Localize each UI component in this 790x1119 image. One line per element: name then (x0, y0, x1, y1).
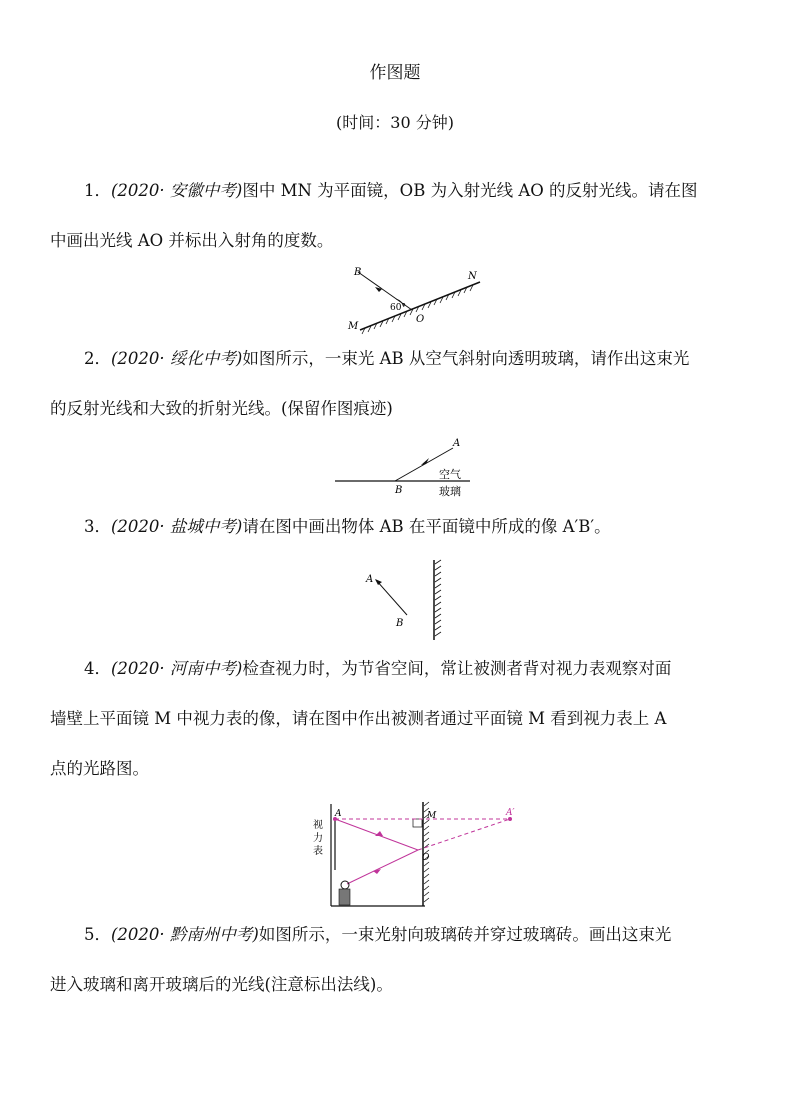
question-text: 进入玻璃和离开玻璃后的光线(注意标出法线)。 (50, 975, 393, 994)
question-text: 的反射光线和大致的折射光线。(保留作图痕迹) (50, 399, 393, 418)
question-number: 5． (84, 925, 111, 944)
page-subtitle: (时间：30 分钟) (336, 113, 454, 132)
label-B: B (396, 618, 404, 629)
question-number: 2． (84, 349, 111, 368)
question-source: (2020· 安徽中考) (111, 181, 243, 200)
label-A: A (366, 574, 374, 585)
label-M: M (348, 321, 359, 332)
question-4 (50, 644, 750, 794)
question-number: 1． (84, 181, 111, 200)
question-text: 中画出光线 AO 并标出入射角的度数。 (50, 231, 334, 250)
question-5 (50, 910, 750, 1010)
label-A: A (335, 809, 342, 819)
question-text: 墙壁上平面镜 M 中视力表的像，请在图中作出被测者通过平面镜 M 看到视力表上 A (50, 709, 667, 728)
question-number: 4． (84, 659, 111, 678)
figure-2-air-glass (335, 436, 475, 500)
question-text: 请在图中画出物体 AB 在平面镜中所成的像 A′B′。 (242, 517, 611, 536)
chart-label-char: 视 (313, 820, 323, 831)
question-text: 图中 MN 为平面镜，OB 为入射光线 AO 的反射光线。请在图 (242, 181, 698, 200)
figure-3-mirror-object (362, 558, 452, 642)
question-1 (50, 166, 750, 266)
question-source: (2020· 盐城中考) (111, 517, 243, 536)
question-3 (50, 502, 750, 552)
label-N: N (468, 271, 477, 282)
figure-4-eye-chart (305, 798, 530, 910)
chart-label-char: 力 (313, 833, 323, 844)
label-B: B (354, 267, 362, 278)
question-number: 3． (84, 517, 111, 536)
chart-label-char: 表 (313, 846, 323, 857)
question-text: 检查视力时，为节省空间，常让被测者背对视力表观察对面 (242, 659, 672, 678)
label-O: O (416, 314, 425, 325)
question-source: (2020· 绥化中考) (111, 349, 243, 368)
page-title: 作图题 (369, 63, 421, 83)
question-source: (2020· 黔南州中考) (111, 925, 259, 944)
label-M: M (427, 811, 437, 821)
label-A: A (453, 438, 461, 449)
question-2 (50, 334, 750, 434)
angle-label: 60° (390, 303, 406, 313)
question-text: 如图所示，一束光射向玻璃砖并穿过玻璃砖。画出这束光 (258, 925, 672, 944)
question-source: (2020· 河南中考) (111, 659, 243, 678)
label-O: O (422, 853, 430, 863)
air-label: 空气 (439, 468, 461, 481)
label-A-prime: A′ (506, 808, 515, 818)
glass-label: 玻璃 (439, 485, 461, 498)
question-text: 点的光路图。 (50, 759, 149, 778)
label-B: B (395, 485, 403, 496)
figure-1-plane-mirror (340, 262, 490, 337)
question-text: 如图所示，一束光 AB 从空气斜射向透明玻璃，请作出这束光 (242, 349, 690, 368)
